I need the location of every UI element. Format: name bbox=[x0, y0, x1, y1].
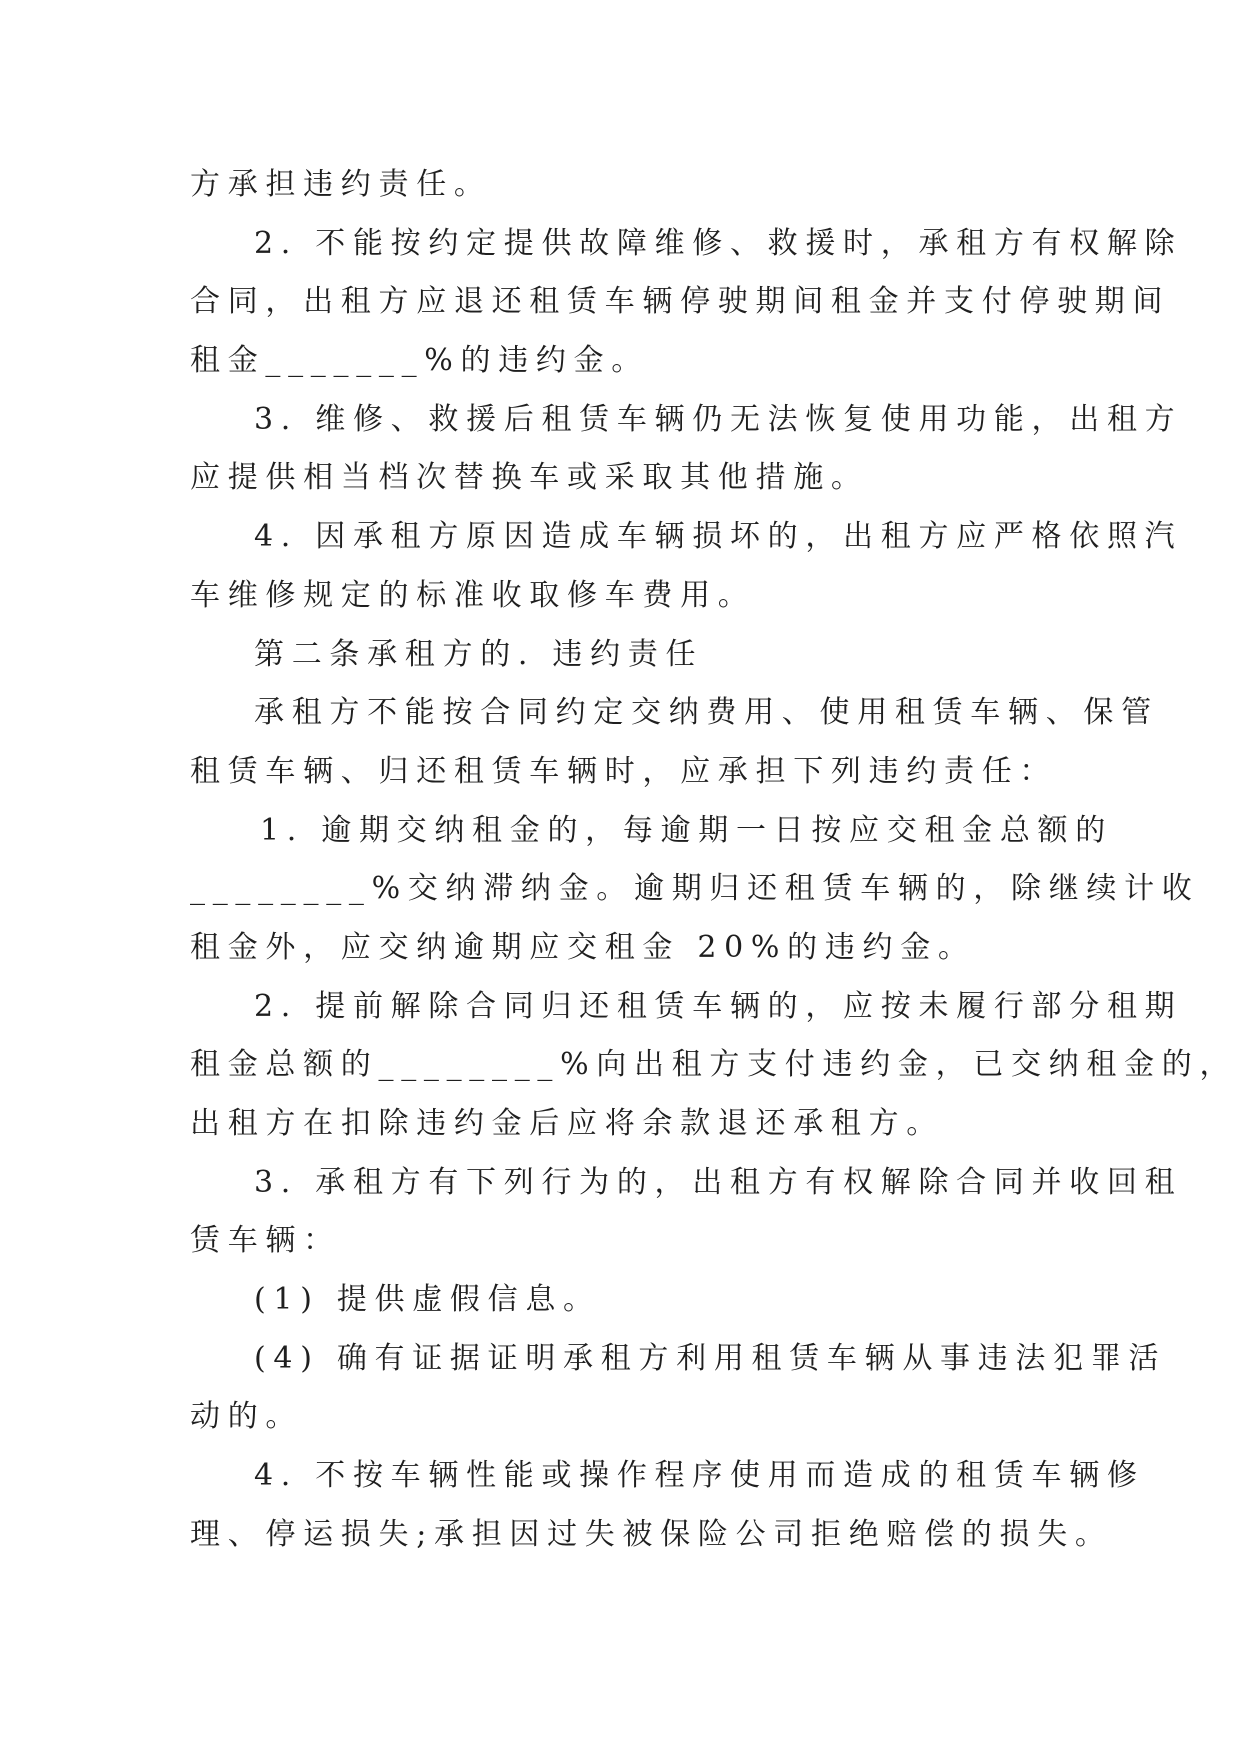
text-line: (1) 提供虚假信息。 bbox=[254, 1282, 601, 1318]
text-line: 出租方在扣除违约金后应将余款退还承租方。 bbox=[190, 1106, 944, 1141]
text-line: 1. 逾期交纳租金的，每逾期一日按应交租金总额的 bbox=[260, 812, 1113, 848]
text-line: 租赁车辆、归还租赁车辆时，应承担下列违约责任： bbox=[190, 753, 1058, 789]
section-heading: 第二条承租方的. 违约责任 bbox=[254, 636, 704, 672]
text-line: 方承担违约责任。 bbox=[190, 167, 492, 202]
text-line: 车维修规定的标准收取修车费用。 bbox=[190, 577, 756, 613]
text-line: 租金总额的________%向出租方支付违约金，已交纳租金的， bbox=[190, 1047, 1238, 1083]
text-line: ________%交纳滞纳金。逾期归还租赁车辆的，除继续计收 bbox=[190, 871, 1200, 907]
document-body bbox=[190, 156, 1238, 1565]
text-line: 承租方不能按合同约定交纳费用、使用租赁车辆、保管 bbox=[254, 695, 1159, 731]
text-line: 3. 承租方有下列行为的，出租方有权解除合同并收回租 bbox=[254, 1164, 1183, 1200]
text-line: 2. 不能按约定提供故障维修、救援时，承租方有权解除 bbox=[254, 225, 1183, 261]
text-line: 合同，出租方应退还租赁车辆停驶期间租金并支付停驶期间 bbox=[190, 284, 1171, 320]
text-line: 4. 不按车辆性能或操作程序使用而造成的租赁车辆修 bbox=[254, 1458, 1145, 1494]
text-line: 2. 提前解除合同归还租赁车辆的，应按未履行部分租期 bbox=[254, 988, 1183, 1024]
text-line: 租金_______%的违约金。 bbox=[190, 343, 650, 379]
text-line: 应提供相当档次替换车或采取其他措施。 bbox=[190, 460, 869, 496]
text-line: 4. 因承租方原因造成车辆损坏的，出租方应严格依照汽 bbox=[254, 519, 1183, 555]
text-line: (4) 确有证据证明承租方利用租赁车辆从事违法犯罪活 bbox=[254, 1340, 1167, 1376]
text-line: 租金外，应交纳逾期应交租金 20%的违约金。 bbox=[190, 929, 976, 965]
text-line: 动的。 bbox=[190, 1399, 304, 1435]
text-line: 赁车辆： bbox=[190, 1223, 341, 1259]
text-line: 理、停运损失;承担因过失被保险公司拒绝赔偿的损失。 bbox=[190, 1516, 1113, 1552]
text-line: 3. 维修、救援后租赁车辆仍无法恢复使用功能，出租方 bbox=[254, 401, 1183, 437]
